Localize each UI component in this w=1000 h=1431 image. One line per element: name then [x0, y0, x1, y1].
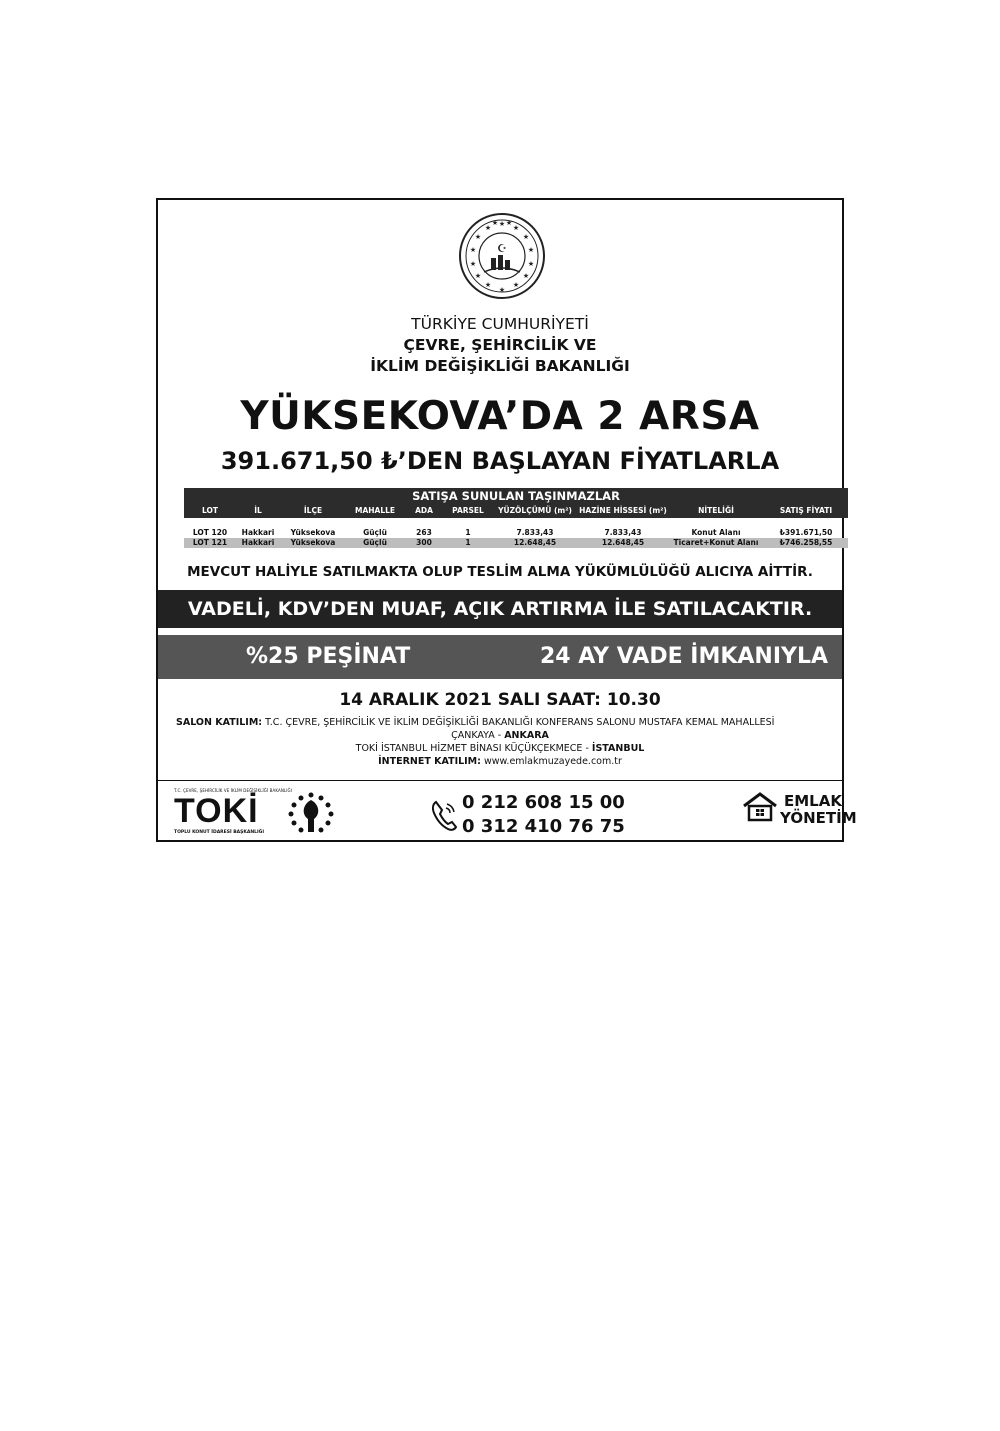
cell-ilce: Yüksekova	[290, 528, 336, 537]
table-header	[184, 504, 848, 518]
svg-text:★: ★	[498, 286, 506, 294]
header-parsel: PARSEL	[452, 506, 484, 515]
advertisement-frame	[156, 198, 857, 842]
svg-text:★: ★	[512, 224, 520, 232]
svg-text:★: ★	[527, 260, 535, 268]
cell-yuzolcumu: 12.648,45	[513, 538, 557, 547]
cell-yuzolcumu: 7.833,43	[516, 528, 554, 537]
internet-url-link[interactable]: www.emlakmuzayede.com.tr	[483, 756, 622, 767]
phone-icon	[430, 798, 458, 834]
toki-tree-icon	[286, 792, 336, 836]
header-ilce: İLÇE	[303, 506, 323, 515]
auction-date: 14 ARALIK 2021 SALI SAAT: 10.30	[339, 690, 661, 710]
headline: YÜKSEKOVA’DA 2 ARSA	[240, 394, 760, 439]
table-title: SATIŞA SUNULAN TAŞINMAZLAR	[184, 488, 848, 504]
cell-parsel: 1	[465, 538, 471, 547]
svg-text:★: ★	[505, 219, 513, 227]
cell-hazine-hissesi: 12.648,45	[601, 538, 645, 547]
yonetim-text: YÖNETİM	[780, 809, 857, 827]
property-table	[184, 488, 848, 548]
salon-address-line1: T.C. ÇEVRE, ŞEHİRCİLİK VE İKLİM DEĞİŞİKLİĞİ BAKANLIĞI KONFERANS SALONU MUSTAFA KEMAL MAHALLESİ	[265, 717, 775, 728]
payment-terms-band	[158, 635, 842, 679]
cell-ada: 300	[416, 538, 432, 547]
subheadline: 391.671,50 ₺’DEN BAŞLAYAN FİYATLARLA	[220, 447, 780, 475]
header-yuzolcumu: YÜZÖLÇÜMÜ (m²)	[498, 506, 572, 515]
svg-text:☪: ☪	[497, 242, 507, 255]
svg-text:★: ★	[522, 272, 530, 280]
venue-info	[176, 716, 824, 768]
cell-il: Hakkari	[241, 538, 275, 547]
svg-text:★: ★	[498, 220, 506, 228]
svg-text:★: ★	[512, 281, 520, 289]
cell-satis-fiyati: ₺746.258,55	[779, 538, 833, 547]
salon-label: SALON KATILIM:	[176, 717, 263, 728]
ministry-emblem-icon	[458, 212, 546, 300]
header-hazine-hissesi: HAZİNE HİSSESİ (m²)	[579, 506, 667, 515]
footer-divider	[158, 780, 842, 781]
toki-logo-block	[174, 788, 344, 838]
toki-logo: TOKİ	[174, 792, 259, 830]
internet-label: İNTERNET KATILIM:	[378, 756, 481, 767]
cell-niteligi: Konut Alanı	[691, 528, 741, 537]
ministry-line-2: ÇEVRE, ŞEHİRCİLİK VE	[403, 336, 597, 354]
toki-istanbul-address: TOKİ İSTANBUL HİZMET BİNASI KÜÇÜKÇEKMECE -	[355, 743, 592, 754]
installment-text: 24 AY VADE İMKANIYLA	[539, 644, 828, 669]
svg-text:★: ★	[469, 260, 477, 268]
cell-niteligi: Ticaret+Konut Alanı	[673, 538, 759, 547]
header-ada: ADA	[415, 506, 433, 515]
toki-ministry-caption: T.C. ÇEVRE, ŞEHİRCİLİK VE İKLİM DEĞİŞİKLİĞİ BAKANLIĞI	[174, 788, 292, 793]
ministry-line-3: İKLİM DEĞİŞİKLİĞİ BAKANLIĞI	[370, 357, 630, 375]
phone-number-2[interactable]: 0 312 410 76 75	[462, 816, 625, 837]
house-icon	[742, 792, 778, 822]
cell-mahalle: Güçlü	[363, 538, 387, 547]
table-row	[184, 528, 848, 538]
header-lot: LOT	[201, 506, 218, 515]
ministry-line-1: TÜRKİYE CUMHURİYETİ	[411, 315, 589, 333]
cell-parsel: 1	[465, 528, 471, 537]
cell-satis-fiyati: ₺391.671,50	[779, 528, 833, 537]
cell-il: Hakkari	[241, 528, 275, 537]
istanbul-city: İSTANBUL	[591, 743, 645, 754]
sale-terms-band: VADELİ, KDV’DEN MUAF, AÇIK ARTIRMA İLE SATILACAKTIR.	[158, 590, 842, 628]
svg-text:★: ★	[484, 224, 492, 232]
header-il: İL	[254, 506, 262, 515]
emlak-yonetim-logo	[742, 792, 857, 834]
cell-mahalle: Güçlü	[363, 528, 387, 537]
svg-text:★: ★	[527, 246, 535, 254]
salon-district: ÇANKAYA -	[451, 730, 505, 741]
cell-ilce: Yüksekova	[290, 538, 336, 547]
down-payment-text: %25 PEŞİNAT	[246, 644, 411, 669]
svg-text:★: ★	[522, 233, 530, 241]
header-satis-fiyati: SATIŞ FİYATI	[779, 506, 833, 515]
svg-text:★: ★	[491, 219, 499, 227]
header-mahalle: MAHALLE	[354, 506, 396, 515]
cell-hazine-hissesi: 7.833,43	[604, 528, 642, 537]
svg-text:★: ★	[484, 281, 492, 289]
svg-text:★: ★	[474, 233, 482, 241]
condition-note: MEVCUT HALİYLE SATILMAKTA OLUP TESLİM ALMA YÜKÜMLÜLÜĞÜ ALICIYA AİTTİR.	[187, 564, 813, 580]
table-row	[184, 538, 848, 548]
header-niteligi: NİTELİĞİ	[698, 506, 734, 515]
salon-city: ANKARA	[504, 730, 549, 741]
emlak-text: EMLAK	[784, 792, 842, 810]
cell-ada: 263	[416, 528, 432, 537]
cell-lot: LOT 120	[192, 528, 228, 537]
toki-caption: TOPLU KONUT İDARESİ BAŞKANLIĞI	[174, 830, 264, 835]
cell-lot: LOT 121	[192, 538, 228, 547]
svg-text:★: ★	[474, 272, 482, 280]
svg-text:★: ★	[469, 246, 477, 254]
phone-number-1[interactable]: 0 212 608 15 00	[462, 792, 625, 813]
